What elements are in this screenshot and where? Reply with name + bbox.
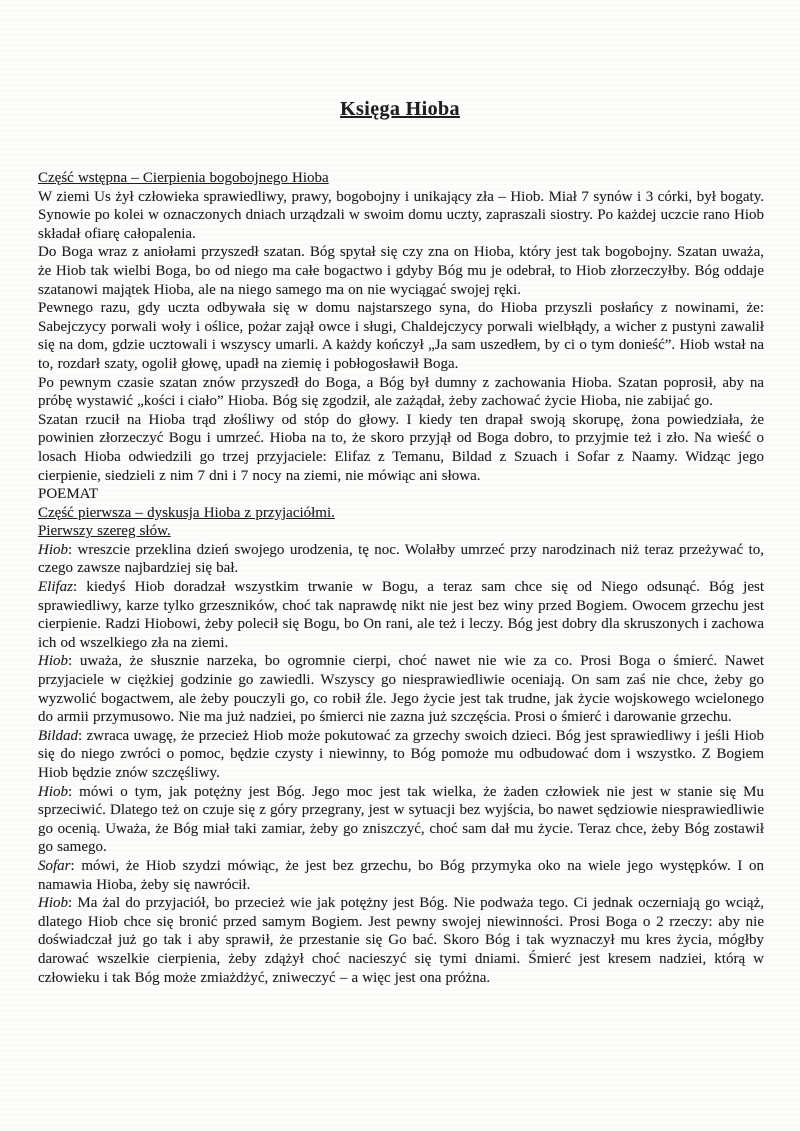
document-title: Księga Hioba xyxy=(340,98,460,120)
speech-text: : wreszcie przeklina dzień swojego urodzenia, tę noc. Wolałby umrzeć przy narodzinach niż teraz przeżywać to, czego zawsze najbardziej się bał. xyxy=(38,541,764,577)
speaker-name-bildad: Bildad xyxy=(38,727,78,744)
speaker-name-sofar: Sofar xyxy=(38,857,71,874)
paragraph-job-intro: W ziemi Us żył człowieka sprawiedliwy, prawy, bogobojny i unikający zła – Hiob. Miał 7 synów i 3 córki, był bogaty. Synowie po kolei w oznaczonych dniach urządzali w swoim domu uczty, zapraszali siostry. Po każdej uczcie rano Hiob składał ofiarę całopalenia. xyxy=(38,188,764,242)
poemat-label: POEMAT xyxy=(38,486,99,503)
speech-paragraph-sofar xyxy=(38,857,764,894)
speech-text: : zwraca uwagę, że przecież Hiob może pokutować za grzechy swoich dzieci. Bóg jest sprawiedliwy i jeśli Hiob się do niego zwróci o pomoc, będzie czysty i niewinny, to Bóg pomoże mu odbudować dom i wszystko. Z Bogiem Hiob będzie znów szczęśliwy. xyxy=(38,727,764,781)
paragraph-messengers: Pewnego razu, gdy uczta odbywała się w domu najstarszego syna, do Hioba przyszli posłańcy z nowinami, że: Sabejczycy porwali woły i oślice, pożar zajął owce i sługi, Chaldejczycy porwali wielbłądy, a wicher z pustyni zawalił się na dom, gdzie ucztowali i wszyscy umarli. A każdy kończył „Ja sam uszedłem, by ci o tym donieść”. Hiob wstał na to, rozdarł szaty, ogolił głowę, upadł na ziemię i pobłogosławił Boga. xyxy=(38,300,764,372)
section-heading-part-one: Część pierwsza – dyskusja Hioba z przyjaciółmi. xyxy=(38,504,335,521)
speech-paragraph-hiob-1 xyxy=(38,541,764,578)
paragraph-second-trial: Po pewnym czasie szatan znów przyszedł do Boga, a Bóg był dumny z zachowania Hioba. Szatan poprosił, aby na próbę wystawić „kości i ciało” Hioba. Bóg się zgodził, ale zażądał, żeby zachować życie Hioba, nie zabijać go. xyxy=(38,374,764,410)
speech-text: : mówi, że Hiob szydzi mówiąc, że jest bez grzechu, bo Bóg przymyka oko na wiele jego występków. I on namawia Hioba, żeby się nawrócił. xyxy=(38,857,764,893)
speech-paragraph-hiob-3 xyxy=(38,783,764,857)
speech-paragraph-bildad xyxy=(38,727,764,783)
speaker-name-elifaz: Elifaz xyxy=(38,579,74,596)
speaker-name-hiob: Hiob xyxy=(38,541,68,558)
section-heading-first-speeches: Pierwszy szereg słów. xyxy=(38,523,171,540)
speech-text: : mówi o tym, jak potężny jest Bóg. Jego moc jest tak wielka, że żaden człowiek nie jest w stanie się Mu sprzeciwić. Dlatego też on czuje się z góry przegrany, jest w sytuacji bez wyjścia, bo nawet sędziowie niesprawiedliwie go ocenią. Uważa, że Bóg miał taki zamiar, żeby go zniszczyć, choć sam dał mu życie. Teraz chce, żeby Bóg zostawił go samego. xyxy=(38,783,764,856)
speech-text: : kiedyś Hiob doradzał wszystkim trwanie w Bogu, a teraz sam chce się od Niego odsunąć. Bóg jest sprawiedliwy, karze tylko grzeszników, choć tak naprawdę nikt nie jest bez winy przed Bogiem. Owocem grzechu jest cierpienie. Radzi Hiobowi, żeby polecił się Bogu, bo On rani, ale też i leczy. Bóg jest dobry dla skruszonych i zachowa ich od wszelkiego zła na ziemi. xyxy=(38,579,764,651)
speaker-name-hiob: Hiob xyxy=(38,783,68,800)
speech-text: : Ma żal do przyjaciół, bo przecież wie jak potężny jest Bóg. Nie podważa tego. Ci jednak oczerniają go wciąż, dlatego Hiob chce się bronić przed samym Bogiem. Jest pewny swojej niewinności. Prosi Boga o 2 rzeczy: aby nie doświadczał już go tak i aby sprawił, że przestanie się Go bać. Skoro Bóg i tak wyznaczył mu kres życia, mógłby darować wszelkie cierpienia, żeby zdążył choć nacieszyć się tymi dniami. Śmierć jest kresem nadziei, którą w człowieku i tak Bóg może zmiażdżyć, zniweczyć – a więc jest ona próżna. xyxy=(38,895,764,986)
paragraph-leprosy-friends: Szatan rzucił na Hioba trąd złośliwy od stóp do głowy. I kiedy ten drapał swoją skorupę, żona powiedziała, że powinien złorzeczyć Bogu i umrzeć. Hioba na to, że skoro przyjął od Boga dobro, to przyjmie też i zło. Na wieść o losach Hioba odwiedzili go trzej przyjaciele: Elifaz z Temanu, Bildad z Szuach i Sofar z Naamy. Widząc jego cierpienie, siedzieli z nim 7 dni i 7 nocy na ziemi, nie mówiąc ani słowa. xyxy=(38,411,764,484)
speaker-name-hiob: Hiob xyxy=(38,653,68,670)
document-body xyxy=(38,169,764,987)
speech-paragraph-elifaz xyxy=(38,578,764,652)
speech-paragraph-hiob-4 xyxy=(38,894,764,987)
speech-paragraph-hiob-2 xyxy=(38,652,764,726)
speaker-name-hiob: Hiob xyxy=(38,895,68,912)
paragraph-satan-before-god: Do Boga wraz z aniołami przyszedł szatan. Bóg spytał się czy zna on Hioba, który jest tak bogobojny. Szatan uważa, że Hiob tak wielbi Boga, bo od niego ma całe bogactwo i gdyby Bóg mu je odebrał, to Hiob złorzeczyłby. Bóg oddaje szatanowi majątek Hioba, ale na niego samego ma on nie wyciągać swojej ręki. xyxy=(38,244,764,298)
speech-text: : uważa, że słusznie narzeka, bo ogromnie cierpi, choć nawet nie wie za co. Prosi Boga o śmierć. Nawet przyjaciele w ciężkiej godzinie go zawiedli. Wszyscy go niesprawiedliwie oceniają. On sam zaś nie chce, żeby go wyzwolić bogactwem, ale żeby pouczyli go, co robił źle. Jego życie jest tak trudne, jak życie wojskowego wcielonego do armii przymusowo. Nie ma już nadziei, po śmierci nie zazna już szczęścia. Prosi o śmierć i darowanie grzechu. xyxy=(38,653,764,726)
section-heading-intro: Część wstępna – Cierpienia bogobojnego Hioba xyxy=(38,170,329,186)
